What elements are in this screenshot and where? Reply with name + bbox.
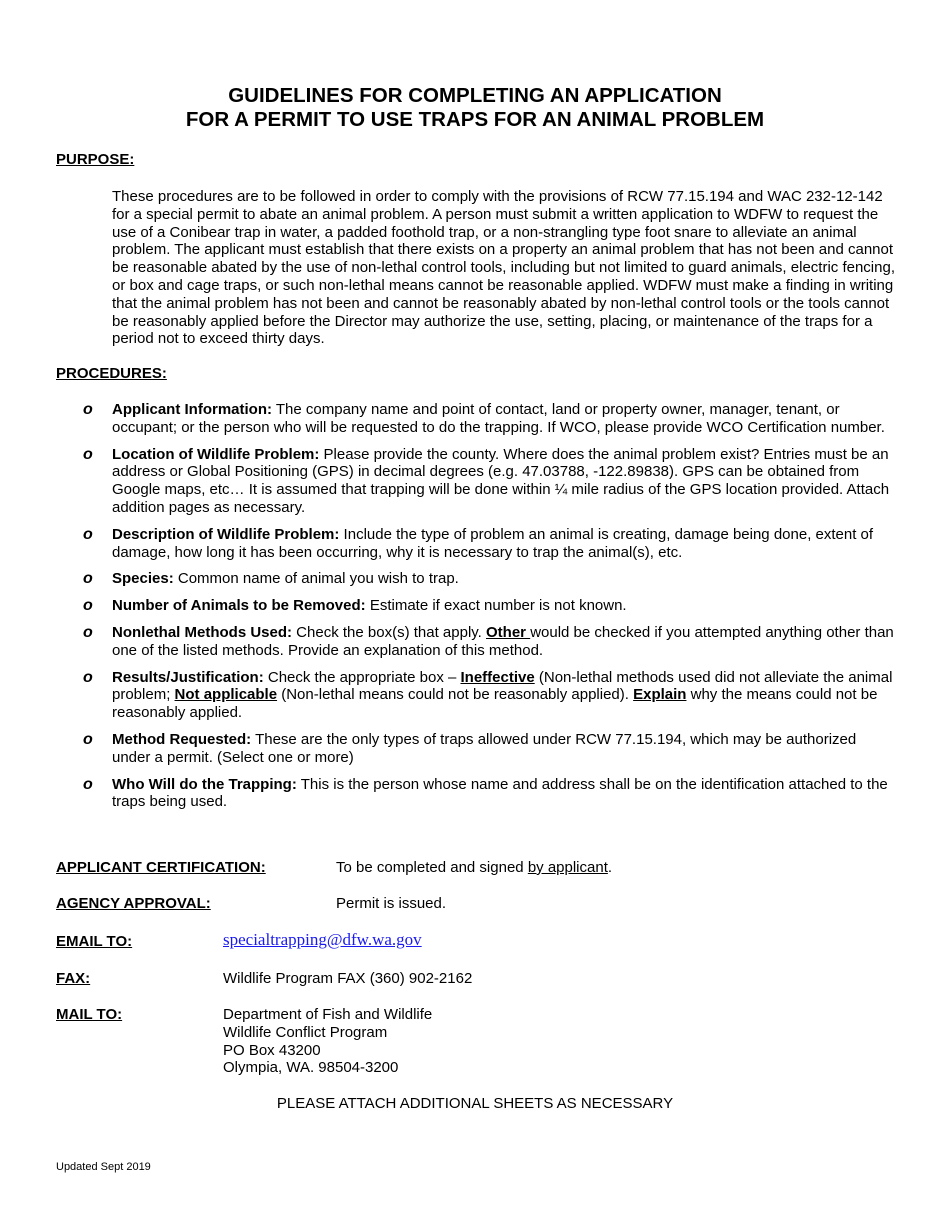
item-emphasis: Not applicable: [174, 686, 278, 704]
purpose-text: These procedures are to be followed in order to comply with the provisions of RCW 77.15.194 and WAC 232-12-142 for a special permit to abate an animal problem. A person must submit a written application to WDFW to request the use of a Conibear trap in water, a padded foothold trap, or a non-strangling type foot snare to alleviate an animal problem. The applicant must establish that there exists on a property an animal problem that has not been and cannot be reasonable abated by the use of non-lethal control tools, including but not limited to guard animals, electric fencing, or box and cage traps, or such non-lethal means cannot be reasonable applied. WDFW must make a finding in writing that the animal problem has not been and cannot be reasonably abated by non-lethal control tools or the tools cannot be reasonably applied before the Director may authorize the use, setting, placing, or maintenance of the traps for a period not to exceed thirty days.: [112, 188, 895, 348]
item-label: Location of Wildlife Problem:: [112, 445, 320, 463]
mail-line: Wildlife Conflict Program: [223, 1023, 388, 1041]
item-text: Please provide the county. Where does the animal problem exist? Entries must be an address or Global Positioning (GPS) in decimal degrees (e.g. 47.03788, -122.89838). GPS can be obtained from Google maps, etc… It is assumed that trapping will be done within ¼ mile radius of the GPS location provided. Attach addition pages as necessary.: [112, 445, 890, 516]
title-line-2: FOR A PERMIT TO USE TRAPS FOR AN ANIMAL PROBLEM: [185, 108, 765, 131]
mail-row: [56, 1006, 433, 1077]
mail-address: [223, 1006, 432, 1077]
item-text: Check the box(s) that apply.: [292, 623, 486, 641]
item-emphasis: Ineffective: [460, 668, 535, 686]
item-text: would be checked if you attempted anything other than one of the listed methods. Provide an explanation of this method.: [112, 623, 894, 659]
list-item: [0, 669, 897, 722]
item-label: Description of Wildlife Problem:: [112, 525, 340, 543]
item-label: Who Will do the Trapping:: [112, 775, 297, 793]
item-emphasis: Explain: [633, 686, 687, 704]
list-item: [0, 446, 897, 517]
bullet-icon: o: [83, 775, 93, 793]
list-item: [0, 776, 897, 812]
item-text: Estimate if exact number is not known.: [365, 597, 627, 615]
purpose-heading: PURPOSE:: [56, 151, 135, 168]
mail-line: PO Box 43200: [223, 1041, 321, 1059]
mail-line: Olympia, WA. 98504-3200: [223, 1059, 399, 1077]
item-label: Applicant Information:: [112, 401, 272, 418]
item-text: The company name and point of contact, land or property owner, manager, tenant, or occupant; or the person who will be requested to do the trapping. If WCO, please provide WCO Certification number.: [112, 401, 885, 436]
fax-text: Wildlife Program FAX (360) 902-2162: [223, 970, 473, 987]
item-text: why the means could not be reasonably applied.: [112, 686, 878, 722]
page-title: [0, 84, 950, 132]
email-label: EMAIL TO:: [56, 933, 133, 950]
bullet-icon: o: [83, 401, 93, 418]
certification-label: APPLICANT CERTIFICATION:: [56, 859, 266, 876]
item-label: Nonlethal Methods Used:: [112, 623, 293, 641]
item-label: Method Requested:: [112, 730, 252, 748]
email-row: [56, 930, 422, 951]
certification-row: [56, 859, 613, 877]
bullet-icon: o: [83, 668, 93, 686]
approval-text: Permit is issued.: [336, 895, 447, 912]
list-item: [0, 624, 897, 660]
list-item: [0, 570, 897, 588]
approval-label: AGENCY APPROVAL:: [56, 895, 211, 912]
closing-note: PLEASE ATTACH ADDITIONAL SHEETS AS NECESSARY: [276, 1095, 674, 1112]
item-text: This is the person whose name and address shall be on the identification attached to the traps being used.: [112, 775, 888, 811]
bullet-icon: o: [83, 570, 93, 588]
item-text: Include the type of problem an animal is creating, damage being done, extent of damage, how long it has been occurring, why it is necessary to trap the animal(s), etc.: [112, 525, 874, 561]
list-item: [0, 597, 897, 615]
certification-text: To be completed and signed by applicant.: [336, 859, 613, 876]
mail-line: Department of Fish and Wildlife: [223, 1006, 433, 1023]
item-text: (Non-lethal means could not be reasonably applied).: [277, 686, 634, 704]
bullet-icon: o: [83, 623, 93, 641]
title-line-1: GUIDELINES FOR COMPLETING AN APPLICATION: [228, 84, 722, 107]
procedures-heading: PROCEDURES:: [56, 365, 167, 382]
list-item: [0, 401, 897, 437]
item-label: Results/Justification:: [112, 668, 264, 686]
procedures-list: [0, 401, 950, 820]
item-label: Species:: [112, 570, 174, 588]
mail-label: MAIL TO:: [56, 1006, 123, 1023]
bullet-icon: o: [83, 525, 93, 543]
bullet-icon: o: [83, 597, 93, 615]
item-text: (Non-lethal methods used did not alleviate the animal problem;: [112, 668, 893, 704]
item-text: Common name of animal you wish to trap.: [173, 570, 459, 588]
email-link[interactable]: specialtrapping@dfw.wa.gov: [223, 930, 422, 949]
item-emphasis: Other: [486, 623, 531, 641]
list-item: [0, 731, 897, 767]
footer-updated: Updated Sept 2019: [56, 1161, 151, 1173]
item-label: Number of Animals to be Removed:: [112, 597, 366, 615]
bullet-icon: o: [83, 730, 93, 748]
list-item: [0, 526, 897, 562]
fax-label: FAX:: [56, 970, 91, 987]
item-text: Check the appropriate box –: [263, 668, 461, 686]
bullet-icon: o: [83, 445, 93, 463]
approval-row: [56, 895, 447, 913]
item-text: These are the only types of traps allowed under RCW 77.15.194, which may be authorized under a permit. (Select one or more): [112, 730, 857, 766]
fax-row: [56, 970, 473, 988]
